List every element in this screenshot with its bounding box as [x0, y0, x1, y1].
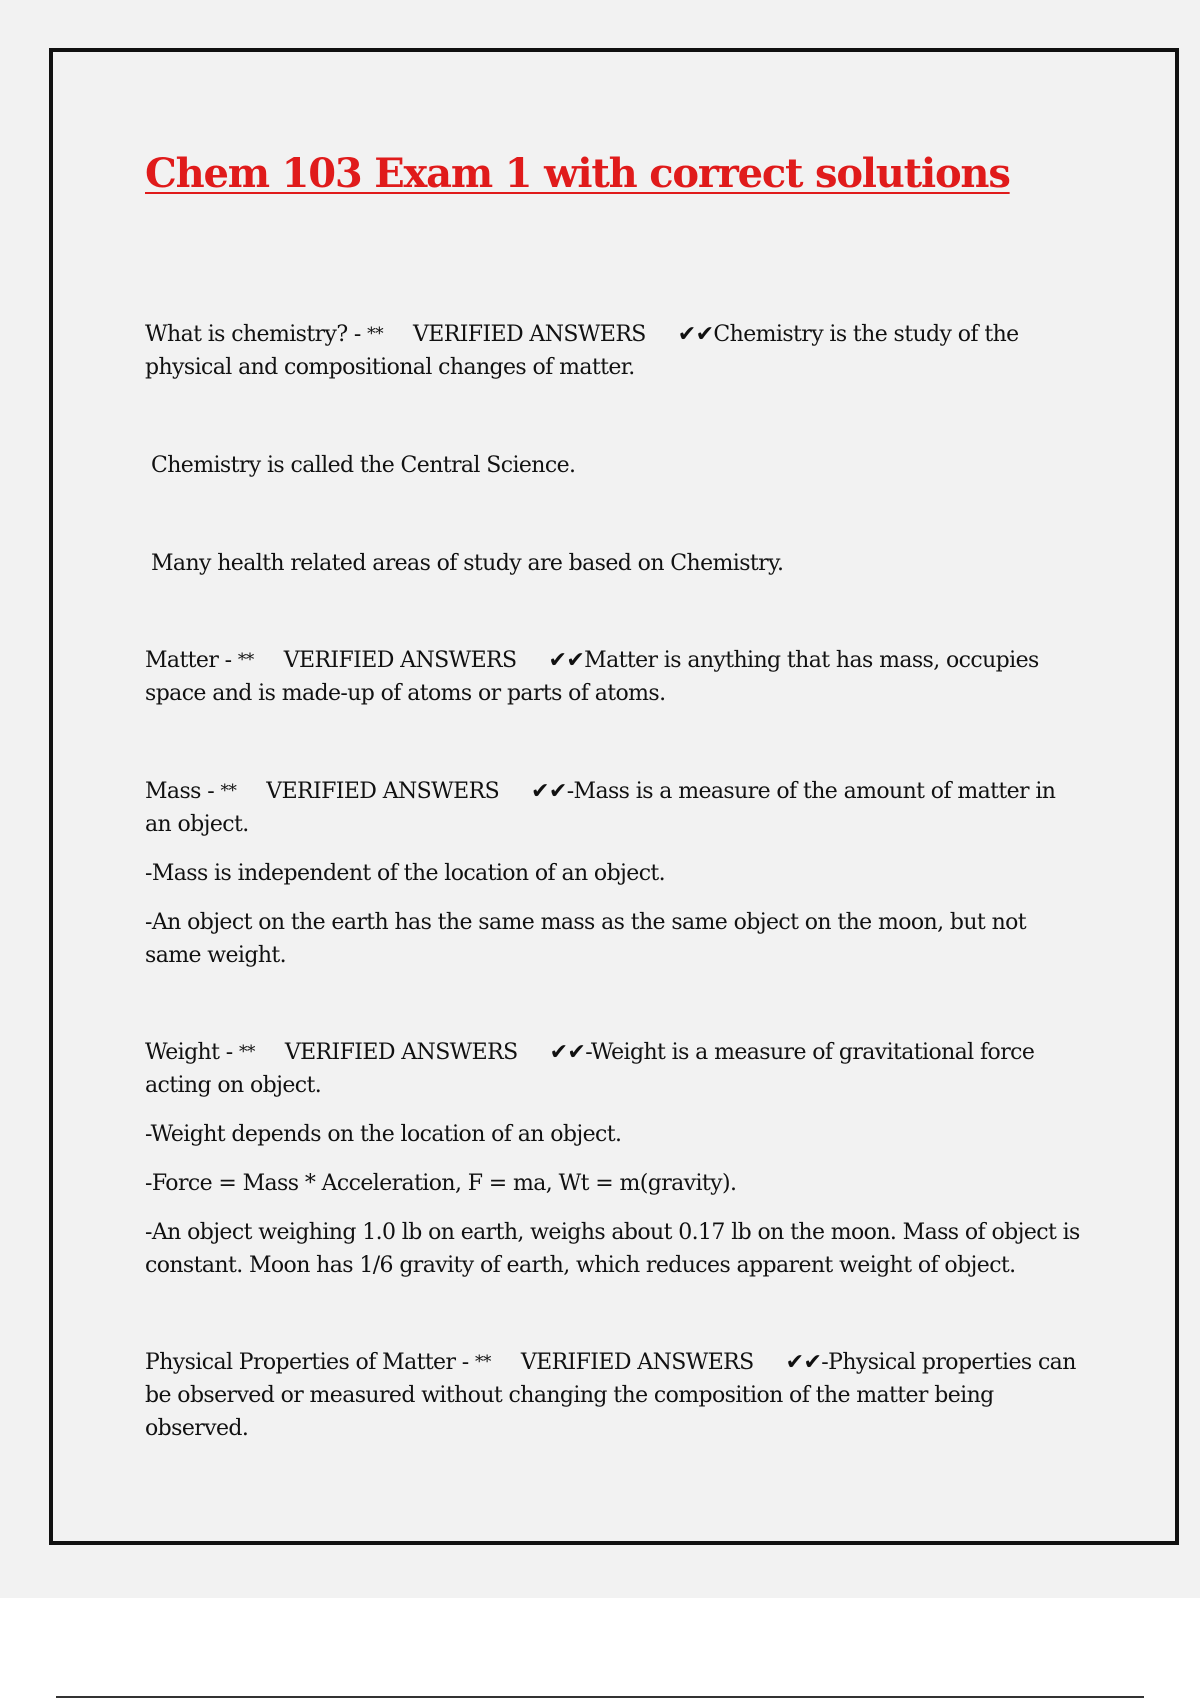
- stars-marker: **: [475, 1352, 491, 1372]
- answer-text: -Weight is a measure of gravitational force acting on object.: [145, 1040, 1035, 1098]
- detail-line: -Weight depends on the location of an object.: [145, 1122, 622, 1147]
- qa-what-is-chemistry: [145, 318, 1085, 384]
- detail-line: -Mass is independent of the location of an object.: [145, 861, 666, 886]
- qa-matter: [145, 644, 1085, 710]
- footer-rule: [56, 1696, 1144, 1698]
- detail-line: -Force = Mass * Acceleration, F = ma, Wt = m(gravity).: [145, 1171, 737, 1196]
- term-label: Physical Properties of Matter -: [145, 1350, 469, 1375]
- check-icon: ✔✔: [549, 1040, 586, 1065]
- check-icon: ✔✔: [548, 648, 585, 673]
- verified-label: VERIFIED ANSWERS: [283, 648, 517, 673]
- detail-line: -An object on the earth has the same mass as the same object on the moon, but not same weight.: [145, 910, 1027, 968]
- note-text: Chemistry is called the Central Science.: [151, 453, 576, 478]
- answer-text: Chemistry is the study of the physical and compositional changes of matter.: [145, 322, 1019, 380]
- document-title: Chem 103 Exam 1 with correct solutions: [145, 150, 1010, 197]
- answer-text: -Physical properties can be observed or measured without changing the composition of the matter being observed.: [145, 1350, 1076, 1441]
- qa-weight: [145, 1036, 1085, 1282]
- verified-label: VERIFIED ANSWERS: [412, 322, 646, 347]
- term-label: What is chemistry? -: [145, 322, 361, 347]
- stars-marker: **: [237, 650, 254, 670]
- note-text: Many health related areas of study are based on Chemistry.: [151, 551, 784, 576]
- answer-text: Matter is anything that has mass, occupies space and is made-up of atoms or parts of atoms.: [145, 648, 1039, 706]
- verified-label: VERIFIED ANSWERS: [520, 1350, 754, 1375]
- term-label: Mass -: [145, 779, 215, 804]
- term-label: Weight -: [145, 1040, 233, 1065]
- note-central-science: [145, 449, 1091, 482]
- verified-label: VERIFIED ANSWERS: [284, 1040, 518, 1065]
- stars-marker: **: [220, 781, 237, 801]
- qa-mass: [145, 775, 1085, 972]
- qa-physical-properties: [145, 1346, 1085, 1445]
- note-health-areas: [145, 547, 1091, 580]
- term-label: Matter -: [145, 648, 232, 673]
- stars-marker: **: [239, 1042, 255, 1062]
- verified-label: VERIFIED ANSWERS: [266, 779, 500, 804]
- answer-text: -Mass is a measure of the amount of matter in an object.: [145, 779, 1056, 837]
- check-icon: ✔✔: [785, 1350, 822, 1375]
- check-icon: ✔✔: [677, 322, 714, 347]
- stars-marker: **: [367, 324, 383, 344]
- check-icon: ✔✔: [531, 779, 567, 804]
- detail-line: -An object weighing 1.0 lb on earth, weighs about 0.17 lb on the moon. Mass of object is constant. Moon has 1/6 gravity of earth, which reduces apparent weight of object.: [145, 1220, 1080, 1278]
